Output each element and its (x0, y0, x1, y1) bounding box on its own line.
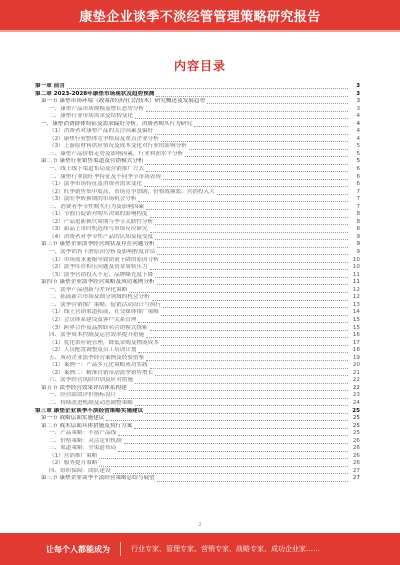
report-header-bar (0, 0, 400, 30)
toc-entry[interactable] (35, 438, 360, 446)
toc-entry[interactable] (35, 468, 360, 476)
toc-entry-page: 26 (352, 437, 360, 444)
toc-entry-page: 23 (352, 392, 360, 399)
toc-entry-title: （3）淡季营销投入不足，品牌曝光度下降 (49, 271, 154, 278)
page-number: 2 (198, 522, 202, 528)
toc-leader-dots (155, 277, 348, 278)
toc-entry-title: （2）淡季库存积压问题及资金周转压力 (49, 264, 148, 271)
report-title: 康垫企业谈季不淡经管管理策略研究报告 (79, 9, 321, 25)
toc-entry[interactable] (35, 294, 360, 302)
toc-entry-page: 27 (352, 467, 360, 474)
toc-entry-title: 三、消费者季节性购买行为及影响因素 (49, 203, 145, 210)
toc-entry[interactable] (35, 325, 360, 333)
toc-entry[interactable] (35, 121, 360, 129)
toc-entry-title: 第三章 康垫企业谈季不淡经营策略实施建议 (35, 407, 144, 414)
toc-entry-page: 3 (356, 90, 360, 97)
toc-leader-dots (161, 262, 348, 263)
toc-entry[interactable] (35, 98, 360, 106)
toc-entry-title: 第一章 前言 (35, 83, 65, 89)
toc-leader-dots (138, 352, 348, 353)
toc-leader-dots (161, 345, 348, 346)
table-of-contents (35, 83, 360, 513)
toc-leader-dots (118, 398, 348, 399)
toc-entry-page: 10 (352, 256, 360, 263)
toc-entry-page: 25 (352, 430, 360, 437)
toc-leader-dots (118, 451, 348, 452)
toc-entry[interactable] (35, 347, 360, 355)
toc-entry[interactable] (35, 392, 360, 400)
toc-leader-dots (67, 88, 348, 89)
toc-entry-page: 18 (352, 347, 360, 354)
toc-entry[interactable] (35, 106, 360, 114)
toc-entry[interactable] (35, 460, 360, 468)
toc-entry[interactable] (35, 362, 360, 370)
toc-entry-title: 第五节 淡季经营效果评估体系构建 (41, 384, 127, 391)
toc-leader-dots (138, 322, 348, 323)
toc-entry-page: 22 (352, 377, 360, 384)
toc-entry-page: 6 (356, 173, 360, 180)
toc-leader-dots (163, 307, 348, 308)
toc-leader-dots (157, 247, 348, 248)
toc-leader-dots (146, 209, 348, 210)
footer-tagline: 行业专家、管理专家、营销专家、战略专家、成功企业家…… (131, 545, 320, 553)
toc-entry-title: （2）产品更新换代周期与季节关联性分析 (49, 218, 154, 225)
toc-entry[interactable] (35, 257, 360, 265)
toc-entry-title: （3）跨界合作及品牌联名营销模式探索 (49, 324, 148, 331)
footer-divider (120, 542, 121, 556)
toc-heading: 内容目录 (173, 59, 226, 73)
toc-entry-title: 第三节 康垫企业谈季不淡经营策略总结与展望 (41, 475, 155, 482)
toc-entry-title: （1）节假日促销对购买决策的影响程度 (49, 211, 148, 218)
toc-entry-page: 7 (356, 188, 360, 195)
toc-leader-dots (161, 141, 348, 142)
toc-entry[interactable] (35, 226, 360, 234)
toc-leader-dots (146, 111, 348, 112)
toc-entry-title: （1）优化供应链管理，降低采购及物流成本 (49, 339, 159, 346)
toc-entry[interactable] (35, 151, 360, 159)
toc-entry-title: （1）线上营销渠道拓展，社交媒体推广策略 (49, 309, 159, 316)
toc-entry-title: 五、成功企业淡季经营案例及经验借鉴 (49, 354, 145, 361)
toc-entry-title: 三、康垫产品价格走势及影响因素，行业利润水平分析 (49, 150, 184, 157)
toc-leader-dots (145, 413, 348, 414)
toc-entry-title: （1）案例一：产品多元化策略成功实践 (49, 362, 148, 369)
toc-entry-title: （1）营销推广策略 (49, 452, 98, 459)
toc-entry-title: （2）康垫行业整体竞争格局及重点企业分析 (49, 135, 159, 142)
toc-entry[interactable] (35, 91, 360, 99)
toc-leader-dots (146, 171, 348, 172)
toc-leader-dots (106, 420, 348, 421)
toc-leader-dots (152, 300, 348, 301)
toc-entry[interactable] (35, 340, 360, 348)
toc-leader-dots (155, 239, 348, 240)
toc-leader-dots (124, 443, 348, 444)
toc-entry[interactable] (35, 264, 360, 272)
toc-entry-page: 11 (352, 279, 360, 286)
toc-entry[interactable] (35, 355, 360, 363)
toc-leader-dots (189, 149, 348, 150)
toc-entry-title: 一、淡季产品创新与差异化策略 (49, 286, 128, 293)
toc-entry[interactable] (35, 377, 360, 385)
toc-entry-title: 六、淡季经营风险识别及应对措施 (49, 377, 133, 384)
toc-entry-title: （2）案例二：精准营销带动淡季销售增长 (49, 369, 154, 376)
toc-entry-page: 9 (356, 241, 360, 248)
toc-leader-dots (145, 164, 348, 165)
toc-entry-page: 6 (356, 181, 360, 188)
toc-entry-page: 15 (352, 324, 360, 331)
toc-entry[interactable] (35, 143, 360, 151)
toc-leader-dots (156, 96, 348, 97)
toc-entry-title: 一、经营绩效评价指标设计 (49, 392, 117, 399)
toc-entry-page: 3 (356, 83, 360, 89)
toc-entry-page: 26 (352, 460, 360, 467)
toc-entry-page: 12 (352, 294, 360, 301)
toc-entry[interactable] (35, 423, 360, 431)
toc-entry[interactable] (35, 279, 360, 287)
toc-entry-title: 第二节 战术层面具体措施及执行方案 (41, 422, 133, 429)
toc-entry[interactable] (35, 445, 360, 453)
toc-entry-page: 6 (356, 166, 360, 173)
toc-entry-page: 27 (352, 475, 360, 482)
toc-entry-page: 14 (352, 309, 360, 316)
toc-entry[interactable] (35, 249, 360, 257)
toc-leader-dots (150, 232, 348, 233)
toc-leader-dots (157, 284, 348, 285)
toc-entry-title: （2）旺季销售集中度高，市场竞争加剧，价格战频繁，营销投入大 (49, 188, 215, 195)
toc-leader-dots (150, 269, 348, 270)
toc-entry[interactable] (35, 287, 360, 295)
toc-leader-dots (134, 428, 348, 429)
toc-entry-title: 二、价格策略：灵活定价机制 (49, 437, 122, 444)
toc-entry-title: 一、淡季销售下滑原因分析及影响程度评估 (49, 249, 156, 256)
toc-entry[interactable] (35, 113, 360, 121)
toc-entry[interactable] (35, 166, 360, 174)
toc-entry[interactable] (35, 317, 360, 325)
toc-leader-dots (157, 481, 348, 482)
toc-entry-page: 8 (356, 226, 360, 233)
toc-entry-title: （3）上游原材料供应情况及成本变化对行业的影响分析 (49, 143, 187, 150)
toc-leader-dots (157, 254, 348, 255)
toc-entry-page: 25 (352, 422, 360, 429)
toc-entry-page: 10 (352, 264, 360, 271)
toc-entry-page: 24 (352, 399, 360, 406)
toc-entry-title: 四、组织保障：团队建设 (49, 467, 111, 474)
toc-leader-dots (135, 383, 348, 384)
toc-entry-page: 25 (352, 415, 360, 422)
toc-entry-title: （1）消费者对康垫产品的关注因素及偏好 (49, 128, 154, 135)
report-footer-bar (0, 533, 400, 565)
toc-entry-title: （4）消费者对季节性产品的认知及接受度 (49, 233, 154, 240)
toc-entry-title: 第一节 战略层面实施建议 (41, 415, 105, 422)
toc-entry-title: （2）服务提升策略 (49, 460, 98, 467)
toc-entry[interactable] (35, 204, 360, 212)
toc-leader-dots (118, 435, 348, 436)
toc-entry-page: 7 (356, 203, 360, 210)
toc-entry-page: 4 (356, 128, 360, 135)
toc-entry[interactable] (35, 234, 360, 242)
toc-entry-page: 4 (356, 113, 360, 120)
toc-leader-dots (146, 337, 348, 338)
toc-leader-dots (146, 360, 348, 361)
toc-entry-page: 19 (352, 354, 360, 361)
toc-entry-page: 17 (352, 339, 360, 346)
toc-entry-page: 5 (356, 158, 360, 165)
toc-entry-page: 26 (352, 452, 360, 459)
toc-entry-title: 二、康垫行业市场需求及结构变化 (49, 113, 133, 120)
toc-entry-title: （3）新品上市时机选择与市场反应研究 (49, 226, 148, 233)
toc-entry[interactable] (35, 136, 360, 144)
toc-leader-dots (217, 194, 348, 195)
toc-entry[interactable] (35, 241, 360, 249)
toc-leader-dots (150, 368, 348, 369)
toc-entry[interactable] (35, 196, 360, 204)
toc-leader-dots (155, 375, 348, 376)
toc-leader-dots (144, 186, 348, 187)
toc-entry[interactable] (35, 189, 360, 197)
toc-entry[interactable] (35, 370, 360, 378)
toc-entry[interactable] (35, 453, 360, 461)
toc-entry-page: 3 (356, 105, 360, 112)
toc-leader-dots (155, 224, 348, 225)
toc-leader-dots (129, 390, 348, 391)
toc-entry-title: （3）淡旺季转换期的市场机会分析 (49, 196, 137, 203)
toc-entry-page: 9 (356, 249, 360, 256)
toc-entry-page: 3 (356, 98, 360, 105)
toc-entry-page: 15 (352, 316, 360, 323)
toc-entry[interactable] (35, 174, 360, 182)
toc-entry-title: （2）会员体系建设及客户关系管理 (49, 316, 137, 323)
toc-leader-dots (150, 217, 348, 218)
toc-entry-page: 5 (356, 143, 360, 150)
toc-leader-dots (99, 458, 348, 459)
toc-entry-title: 二、康垫行业淡旺季特征及不同季节市场表现 (49, 173, 161, 180)
toc-leader-dots (163, 179, 348, 180)
toc-leader-dots (150, 330, 348, 331)
toc-entry[interactable] (35, 408, 360, 416)
toc-entry[interactable] (35, 400, 360, 408)
toc-leader-dots (207, 103, 348, 104)
toc-entry-title: 一、产品策略：丰富产品线 (49, 430, 117, 437)
toc-entry-title: （1）淡季市场特征及消费者需求变化 (49, 181, 143, 188)
toc-entry-page: 7 (356, 196, 360, 203)
toc-leader-dots (185, 156, 348, 157)
toc-entry[interactable] (35, 475, 360, 483)
toc-entry-title: 一、康垫消费群体特征及需求偏好分析，消费者购买行为研究 (41, 120, 193, 127)
toc-entry-page: 12 (352, 286, 360, 293)
toc-entry-page: 22 (352, 384, 360, 391)
toc-entry[interactable] (35, 83, 360, 91)
toc-entry-page: 25 (352, 407, 360, 414)
toc-entry-title: 三、渠道策略：全渠道布局 (49, 445, 117, 452)
toc-entry[interactable] (35, 219, 360, 227)
toc-entry[interactable] (35, 302, 360, 310)
toc-entry[interactable] (35, 385, 360, 393)
toc-leader-dots (135, 118, 348, 119)
toc-entry-page: 11 (352, 271, 360, 278)
toc-leader-dots (138, 201, 348, 202)
toc-leader-dots (99, 466, 348, 467)
toc-entry-page: 21 (352, 369, 360, 376)
toc-entry-title: 第四节 康垫企业淡季经营策略及成功案例分析 (41, 279, 155, 286)
toc-entry-title: 二、持续改进机制及动态调整策略 (49, 399, 133, 406)
toc-entry-page: 9 (356, 233, 360, 240)
footer-slogan: 让每个人都能成为 (46, 544, 110, 554)
toc-entry-title: 第三节 康垫企业淡季经营现状及存在问题分析 (41, 241, 155, 248)
toc-leader-dots (129, 292, 348, 293)
toc-entry-title: 三、淡季营销推广策略，促销活动设计与执行 (49, 301, 161, 308)
toc-entry[interactable] (35, 181, 360, 189)
toc-entry-title: 一、线上线下渠道布局及营销推广方式 (49, 166, 145, 173)
toc-entry-page: 20 (352, 362, 360, 369)
toc-leader-dots (135, 405, 348, 406)
toc-entry-title: 四、淡季成本控制及运营效率提升措施 (49, 332, 145, 339)
toc-entry[interactable] (35, 272, 360, 280)
toc-entry[interactable] (35, 158, 360, 166)
toc-entry-page: 8 (356, 218, 360, 225)
toc-entry[interactable] (35, 128, 360, 136)
toc-entry-title: （2）人员配置调整及员工培训计划 (49, 347, 137, 354)
toc-leader-dots (155, 134, 348, 135)
toc-entry-page: 8 (356, 211, 360, 218)
toc-entry[interactable] (35, 309, 360, 317)
toc-entry-page: 5 (356, 150, 360, 157)
toc-entry-title: 一、康垫产品市场规模及增长态势分析 (49, 105, 145, 112)
toc-entry-page: 13 (352, 301, 360, 308)
toc-leader-dots (113, 473, 348, 474)
toc-leader-dots (161, 315, 348, 316)
toc-entry-page: 4 (356, 135, 360, 142)
toc-entry[interactable] (35, 430, 360, 438)
toc-entry-page: 4 (356, 120, 360, 127)
toc-leader-dots (194, 126, 348, 127)
toc-entry[interactable] (35, 415, 360, 423)
toc-entry-title: 第二章 2023-2028年康垫市场现状及趋势预测 (35, 90, 155, 97)
toc-entry-title: （1）市场需求萎缩导致销量下降的原因分析 (49, 256, 159, 263)
toc-entry-page: 26 (352, 445, 360, 452)
header-divider (0, 30, 400, 32)
toc-entry[interactable] (35, 332, 360, 340)
toc-entry-title: 第一节 康垫市场环境（政策/经济/社会/技术）研究概述及发展趋势 (41, 98, 206, 105)
toc-entry-page: 16 (352, 332, 360, 339)
toc-entry[interactable] (35, 211, 360, 219)
toc-entry-title: 第二节 康垫行业销售渠道及营销模式分析 (41, 158, 144, 165)
toc-entry-title: 二、拓展新兴市场及细分领域的机会分析 (49, 294, 150, 301)
